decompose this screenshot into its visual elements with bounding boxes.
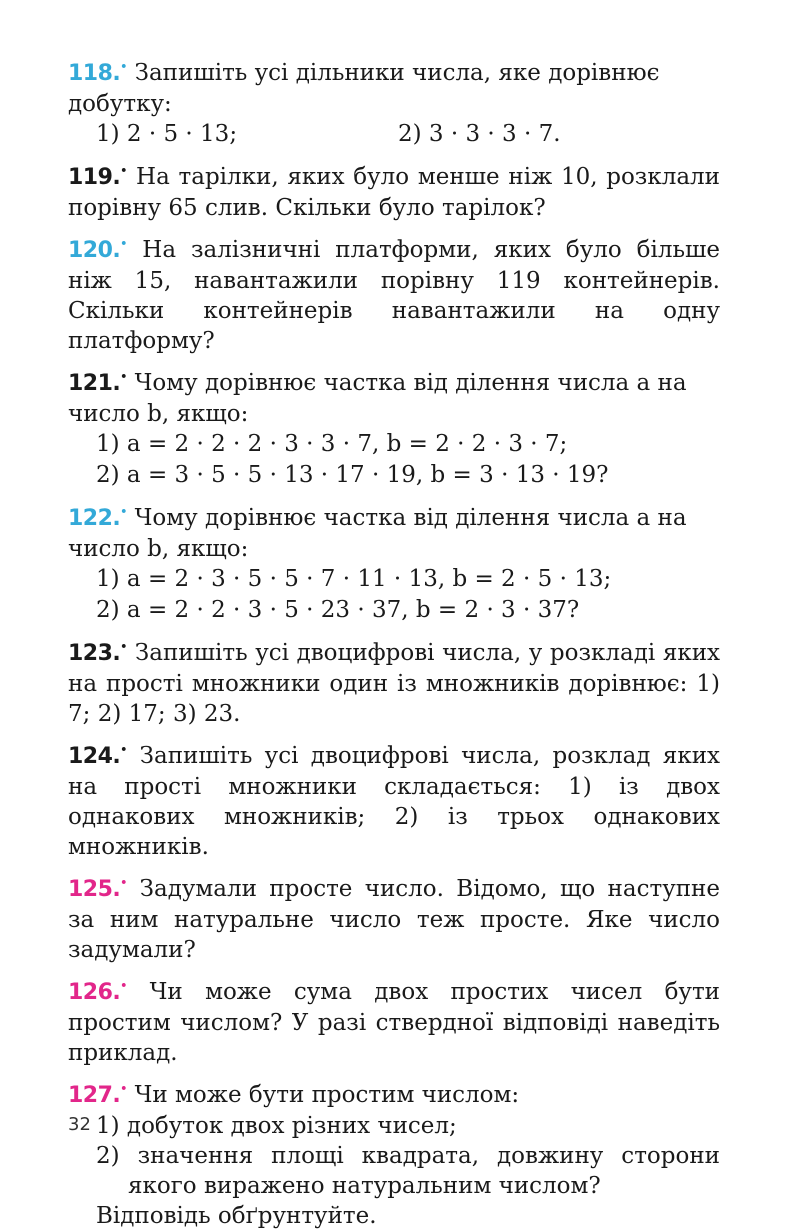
- problem-text: Чому дорівнює частка від ділення числа a на число b, якщо:: [68, 505, 687, 562]
- problem-item-text: 2) значення площі квадрата, довжину сторони якого виражено натуральним числом?: [96, 1143, 720, 1199]
- problem-item: 1) 2 · 5 · 13;: [96, 121, 238, 147]
- problem-item: 1) добуток двох різних чисел;: [96, 1113, 457, 1139]
- problem-118: [68, 52, 720, 150]
- problem-text: Запишіть усі двоцифрові числа, у розкладі яких на прості множники один із множників дорівнює: 1) 7; 2) 17; 3) 23.: [68, 640, 721, 727]
- problem-121: [68, 362, 720, 491]
- problem-text: Задумали просте число. Відомо, що наступне за ним натуральне число теж просте. Яке число задумали?: [68, 876, 721, 963]
- problem-number: 126.: [68, 980, 121, 1005]
- difficulty-mark: •: [120, 237, 128, 250]
- problem-item: 1) a = 2 · 3 · 5 · 5 · 7 · 11 · 13, b = 2 · 5 · 13;: [96, 566, 612, 592]
- difficulty-mark: •: [120, 505, 128, 518]
- problem-number: 125.: [68, 877, 121, 902]
- problem-items: [68, 119, 720, 150]
- problem-119: [68, 156, 720, 223]
- problem-125: [68, 868, 720, 965]
- problem-text: Чому дорівнює частка від ділення числа a на число b, якщо:: [68, 370, 687, 427]
- difficulty-mark: •: [120, 60, 128, 73]
- problem-number: 118.: [68, 61, 121, 86]
- difficulty-mark: •: [120, 640, 128, 653]
- problem-number: 127.: [68, 1083, 121, 1108]
- difficulty-mark: •: [120, 876, 128, 889]
- problem-number: 120.: [68, 238, 121, 263]
- problem-text: Чи може бути простим числом:: [134, 1082, 520, 1108]
- problem-number: 123.: [68, 641, 121, 666]
- problem-text: На тарілки, яких було менше ніж 10, розклали порівну 65 слив. Скільки було тарілок?: [68, 164, 720, 221]
- problem-item: 2) a = 2 · 2 · 3 · 5 · 23 · 37, b = 2 · 3 · 37?: [96, 597, 580, 623]
- problem-text: На залізничні платформи, яких було більше ніж 15, навантажили порівну 119 контейнерів. Скільки контейнерів навантажили на одну платформу?: [68, 237, 721, 354]
- problem-120: [68, 229, 720, 356]
- problem-number: 124.: [68, 744, 121, 769]
- problem-item: 2) a = 3 · 5 · 5 · 13 · 17 · 19, b = 3 · 13 · 19?: [96, 462, 609, 488]
- problem-122: [68, 497, 720, 626]
- difficulty-mark: •: [120, 1082, 128, 1095]
- problem-text: Чи може сума двох простих чисел бути простим числом? У разі ствердної відповіді наведіть приклад.: [68, 979, 720, 1066]
- problem-item: 1) a = 2 · 2 · 2 · 3 · 3 · 7, b = 2 · 2 · 3 · 7;: [96, 431, 568, 457]
- problem-number: 119.: [68, 165, 121, 190]
- problem-124: [68, 735, 720, 862]
- page-number: 32: [68, 1114, 91, 1135]
- problem-text: Запишіть усі двоцифрові числа, розклад яких на прості множники складається: 1) із двох однакових множників; 2) із трьох однакових множників.: [68, 743, 720, 860]
- problem-123: [68, 632, 720, 729]
- difficulty-mark: •: [120, 370, 128, 383]
- problem-127: [68, 1074, 720, 1231]
- problem-126: [68, 971, 720, 1068]
- problem-footer: Відповідь обґрунтуйте.: [96, 1203, 377, 1229]
- difficulty-mark: •: [120, 164, 128, 177]
- problem-text: Запишіть усі дільники числа, яке дорівнює добутку:: [68, 60, 660, 117]
- problem-number: 121.: [68, 371, 121, 396]
- difficulty-mark: •: [120, 979, 128, 992]
- problems-column: [68, 52, 720, 1231]
- problem-item: 2) 3 · 3 · 3 · 7.: [398, 121, 561, 147]
- problem-item: [68, 1141, 720, 1201]
- problem-number: 122.: [68, 506, 121, 531]
- difficulty-mark: •: [120, 743, 128, 756]
